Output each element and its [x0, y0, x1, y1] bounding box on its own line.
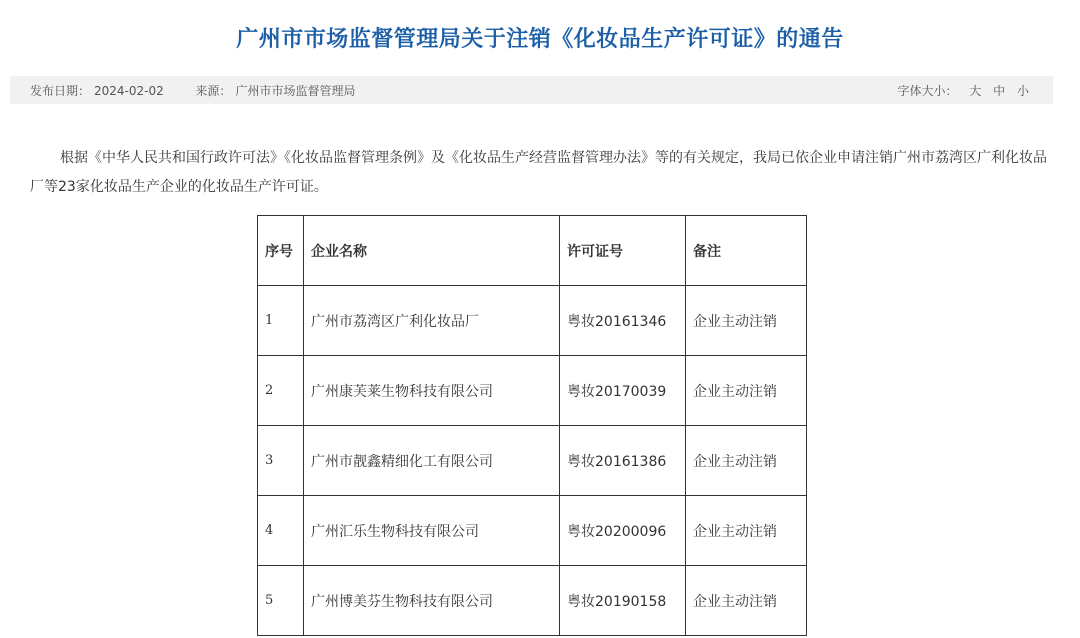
date-value: 2024-02-02: [94, 84, 164, 98]
table-row: [258, 426, 807, 496]
table-row: [258, 286, 807, 356]
page-title: 广州市市场监督管理局关于注销《化妆品生产许可证》的通告: [236, 27, 844, 52]
cell-license: 粤妆20170039: [560, 356, 686, 426]
cell-license: 粤妆20200096: [560, 496, 686, 566]
header-index: 序号: [258, 216, 304, 286]
table-row: [258, 356, 807, 426]
cell-remark: 企业主动注销: [686, 356, 807, 426]
font-size-control: [897, 82, 1029, 99]
cell-index: 4: [258, 496, 304, 566]
cell-license: 粤妆20161386: [560, 426, 686, 496]
permit-table: [257, 215, 807, 636]
cell-index: 5: [258, 566, 304, 636]
cell-license: 粤妆20190158: [560, 566, 686, 636]
cell-index: 2: [258, 356, 304, 426]
cell-company: 广州市荔湾区广利化妆品厂: [304, 286, 560, 356]
cell-company: 广州博美芬生物科技有限公司: [304, 566, 560, 636]
cell-remark: 企业主动注销: [686, 286, 807, 356]
cell-company: 广州康芙莱生物科技有限公司: [304, 356, 560, 426]
header-license: 许可证号: [560, 216, 686, 286]
font-size-label: 字体大小：: [897, 84, 958, 98]
meta-info: [30, 82, 359, 99]
cell-index: 3: [258, 426, 304, 496]
meta-bar: [10, 76, 1053, 104]
font-size-large-button[interactable]: 大: [969, 84, 982, 98]
cell-remark: 企业主动注销: [686, 566, 807, 636]
cell-remark: 企业主动注销: [686, 426, 807, 496]
article-body: 根据《中华人民共和国行政许可法》《化妆品监督管理条例》及《化妆品生产经营监督管理办法》等的有关规定，我局已依企业申请注销广州市荔湾区广利化妆品厂等23家化妆品生产企业的化妆品生产许可证。: [30, 150, 1047, 195]
table-row: [258, 566, 807, 636]
cell-license: 粤妆20161346: [560, 286, 686, 356]
header-remark: 备注: [686, 216, 807, 286]
cell-company: 广州市靓鑫精细化工有限公司: [304, 426, 560, 496]
date-label: 发布日期：: [30, 84, 91, 98]
font-size-small-button[interactable]: 小: [1016, 84, 1029, 98]
cell-company: 广州汇乐生物科技有限公司: [304, 496, 560, 566]
cell-index: 1: [258, 286, 304, 356]
source-value: 广州市市场监督管理局: [235, 84, 356, 98]
font-size-medium-button[interactable]: 中: [993, 84, 1006, 98]
cell-remark: 企业主动注销: [686, 496, 807, 566]
table-header-row: [258, 216, 807, 286]
table-row: [258, 496, 807, 566]
header-company: 企业名称: [304, 216, 560, 286]
source-label: 来源：: [195, 84, 232, 98]
